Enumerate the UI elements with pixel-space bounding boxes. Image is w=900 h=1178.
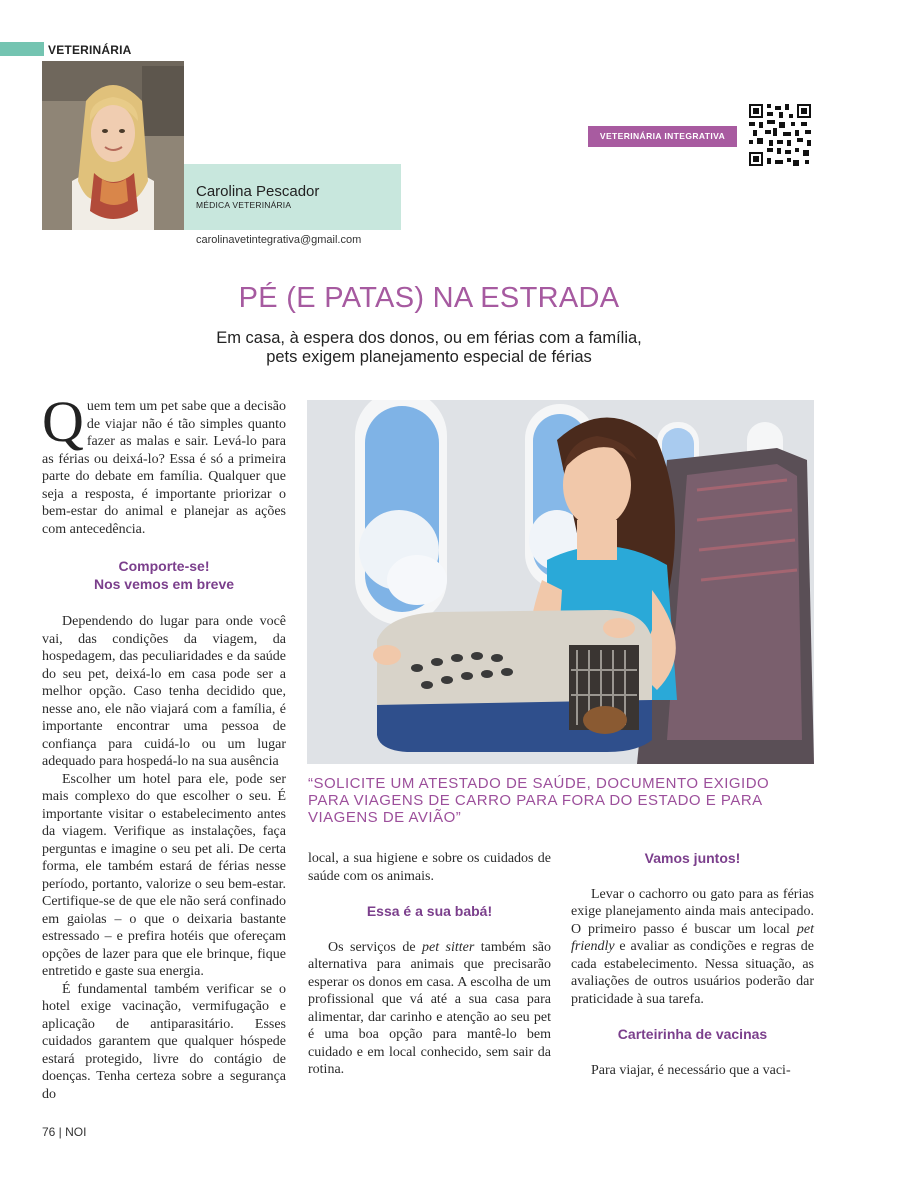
drop-cap: Q (42, 389, 84, 454)
section-heading-carteirinha: Carteirinha de vacinas (617, 1026, 768, 1042)
paragraph: local, a sua higiene e sobre os cuidados de saúde com os animais. (308, 851, 551, 884)
section-label: VETERINÁRIA (48, 43, 132, 57)
paragraph (571, 886, 814, 1009)
section-heading-line: Nos vemos em breve (93, 575, 235, 592)
subtitle-line: pets exigem planejamento especial de férias (266, 348, 592, 366)
page-footer: 76 | NOI (42, 1125, 87, 1139)
qr-code-icon[interactable] (749, 104, 811, 166)
paragraph: Dependendo do lugar para onde você vai, das condições da viagem, da hospedagem, das peculiaridades e da saúde do seu pet, deixá-lo em casa pode ser a melhor opção. Caso tenha decidido que, nesse ano, ele não viajará com a família, é importante encontrar uma pessoa de confiança para cuidá-lo ou um lugar adequado para hospedá-lo na sua ausência (42, 614, 286, 769)
text-run: e avaliar as condições e regras de cada estabelecimento. Nessa situação, as avaliações de outros usuários poderão dar praticidade à sua tarefa. (571, 939, 814, 1007)
column-2 (308, 850, 551, 1079)
article-title: PÉ (E PATAS) NA ESTRADA (238, 282, 620, 314)
article-photo (307, 400, 814, 764)
column-3 (571, 850, 814, 1079)
pull-quote: “SOLICITE UM ATESTADO DE SAÚDE, DOCUMENTO EXIGIDO PARA VIAGENS DE CARRO PARA FORA DO ESTADO E PARA VIAGENS DE AVIÃO” (308, 775, 770, 826)
text-run: Os serviços de (328, 939, 422, 955)
paragraph: Escolher um hotel para ele, pode ser mais complexo do que escolher o seu. É importante visitar o estabelecimento antes da viagem. Verifique as instalações, faça perguntas e imagine o seu pet ali. De certa forma, ele também estará de férias nesse período, portanto, valorize o seu bem-estar. Certifique-se de que ele não será confinado em gaiolas – o que o deixaria bastante estressado – e prefira hotéis que ofereçam opções de lazer para que ele brinque, fique entretido e gaste sua energia. (42, 771, 286, 979)
author-role: MÉDICA VETERINÁRIA (196, 200, 292, 210)
intro-text: uem tem um pet sabe que a decisão de viajar não é tão simples quanto fazer as malas e sair. Levá-lo para as férias ou deixá-lo? Essa é só a primeira parte do debate em família. Qualquer que seja a resposta, é importante priorizar o bem-estar do animal e planejar as ações com antecedência. (42, 399, 286, 537)
author-photo (42, 61, 184, 230)
subtitle-line: Em casa, à espera dos donos, ou em férias com a família, (216, 329, 642, 347)
paragraph: É fundamental também verificar se o hotel exige vacinação, vermifugação e aplicação de antiparasitário. Esses cuidados garantem que qualquer hóspede estará protegido, livre do contágio de doenças. Tenha certeza sobre a segurança do (42, 981, 286, 1102)
section-color-bar (0, 42, 44, 56)
section-heading-comporte-se (42, 558, 286, 593)
author-info-box (184, 164, 401, 230)
text-run-italic: pet friendly (571, 921, 814, 954)
article-subtitle (0, 329, 858, 367)
text-run: Levar o cachorro ou gato para as férias exige planejamento ainda mais antecipado. O primeiro passo é buscar um local (571, 886, 814, 937)
paragraph: Para viajar, é necessário que a vaci- (591, 1062, 791, 1078)
column-tag: VETERINÁRIA INTEGRATIVA (588, 126, 737, 147)
section-heading-vamos-juntos: Vamos juntos! (644, 850, 741, 866)
section-heading-line: Comporte-se! (118, 558, 210, 574)
section-heading-baba: Essa é a sua babá! (366, 903, 493, 919)
text-run: também são alternativa para animais que precisarão esperar os donos em casa. A escolha de um profissional que vá até a sua casa para alimentar, dar carinho e atenção ao seu pet é uma boa opção para mantê-lo bem cuidado e em local conhecido, sem sair da rotina. (308, 939, 551, 1077)
paragraph (308, 939, 551, 1079)
column-1 (42, 389, 286, 1103)
author-name: Carolina Pescador (196, 183, 320, 200)
intro-paragraph (42, 389, 286, 538)
author-email[interactable]: carolinavetintegrativa@gmail.com (196, 234, 362, 246)
text-run-italic: pet sitter (422, 939, 475, 955)
